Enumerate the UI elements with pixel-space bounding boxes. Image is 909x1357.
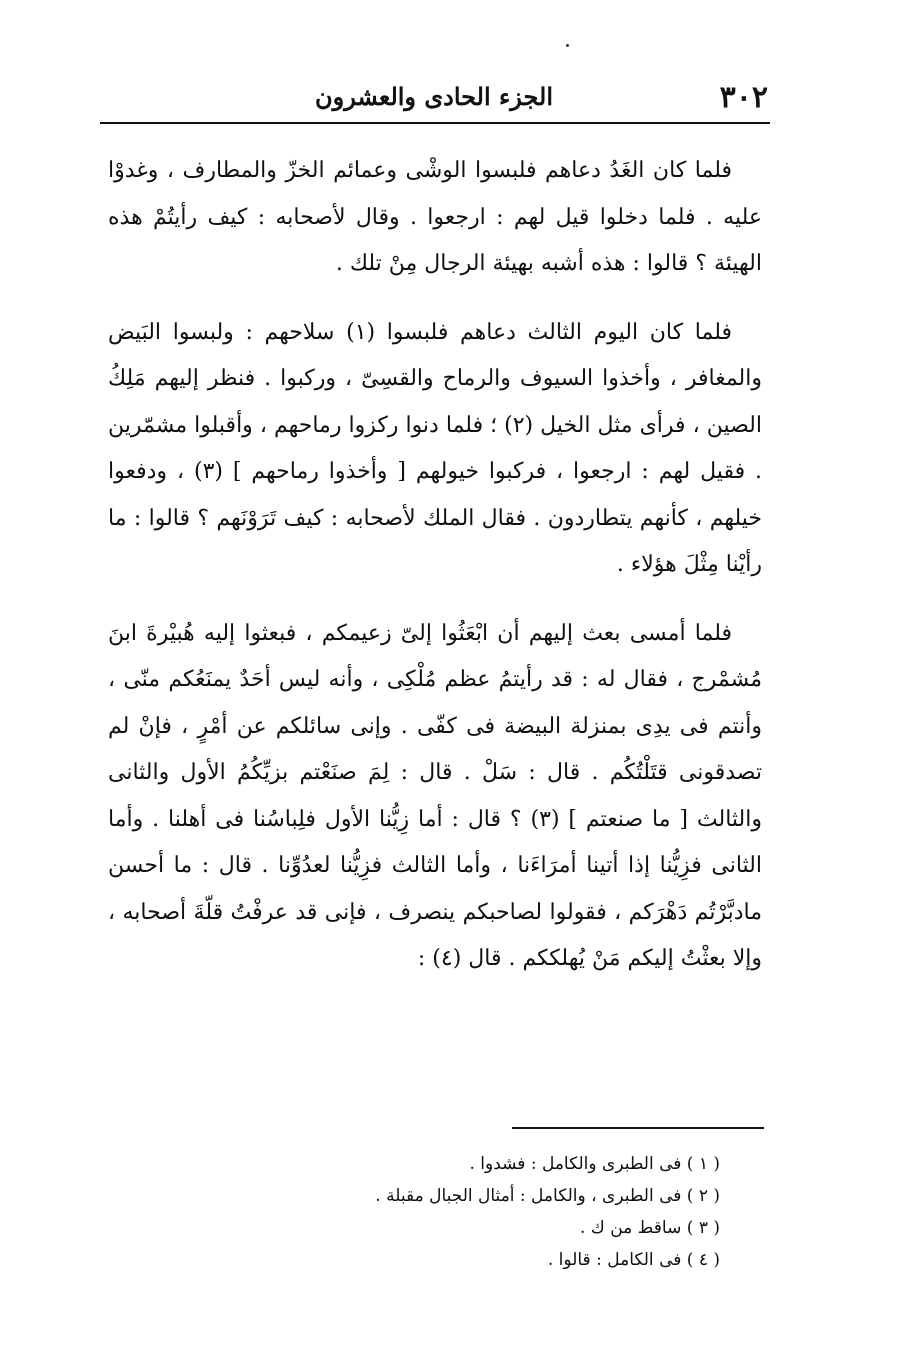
page-header <box>100 78 768 118</box>
footnote: ( ٤ ) فى الكامل : قالوا . <box>547 1250 720 1270</box>
paragraph: فلما كان اليوم الثالث دعاهم فلبسوا (١) سلاحهم : ولبسوا البَيض والمغافر ، وأخذوا السيوف والرماح والقسِىّ ، وركبوا . فنظر إليهم مَلِكُ الصين ، فرأى مثل الخيل (٢) ؛ فلما دنوا ركزوا رماحهم ، وأقبلوا مشمّرين . فقيل لهم : ارجعوا ، فركبوا خيولهم [ وأخذوا رماحهم ] (٣) ، ودفعوا خيلهم ، كأنهم يتطاردون . فقال الملك لأصحابه : كيف تَرَوْنَهم ؟ قالوا : ما رأيْنا مِثْلَ هؤلاء . <box>108 319 762 577</box>
footnote: ( ٣ ) ساقط من ك . <box>580 1218 720 1238</box>
running-title: الجزء الحادى والعشرون <box>315 82 553 111</box>
header-rule <box>100 122 770 124</box>
paragraph: فلما أمسى بعث إليهم أن ابْعَثُوا إلىّ زعيمكم ، فبعثوا إليه هُبيْرةَ ابنَ مُشمْرج ، فقال له : قد رأيتمُ عظم مُلْكِى ، وأنه ليس أحَدٌ يمنَعُكم منّى ، وأنتم فى يدِى بمنزلة البيضة فى كفّى . وإنى سائلكم عن أمْرٍ ، فإنْ لم تصدقونى قتَلْتُكُم . قال : سَلْ . قال : لِمَ صنَعْتم بزيِّكُمُ الأول والثانى والثالث [ ما صنعتم ] (٣) ؟ قال : أما زِيُّنا الأول فلِباسُنا فى أهلنا . وأما الثانى فزِيُّنا إذا أتينا أمرَاءَنا ، وأما الثالث فزِيُّنا لعدُوِّنا . قال : ما أحسن مادبَّرْتُم دَهْرَكم ، فقولوا لصاحبكم ينصرف ، فإنى قد عرفْتُ قلّةَ أصحابه ، وإلا بعثْتُ إليكم مَنْ يُهلككم . قال (٤) : <box>108 620 762 971</box>
footnotes <box>300 1148 720 1276</box>
ink-dot <box>566 44 569 47</box>
footnote: ( ٢ ) فى الطبرى ، والكامل : أمثال الجبال مقبلة . <box>375 1186 720 1206</box>
paragraph: فلما كان الغَدُ دعاهم فلبسوا الوشْى وعمائم الخزّ والمطارف ، وغدوْا عليه . فلما دخلوا قيل لهم : ارجعوا . وقال لأصحابه : كيف رأيتُمْ هذه الهيئة ؟ قالوا : هذه أشبه بهيئة الرجال مِنْ تلك . <box>108 158 762 276</box>
page-number: ٣٠٢ <box>719 80 768 115</box>
footnote-rule <box>512 1127 764 1129</box>
main-text <box>108 148 762 1005</box>
footnote: ( ١ ) فى الطبرى والكامل : فشدوا . <box>469 1154 720 1174</box>
